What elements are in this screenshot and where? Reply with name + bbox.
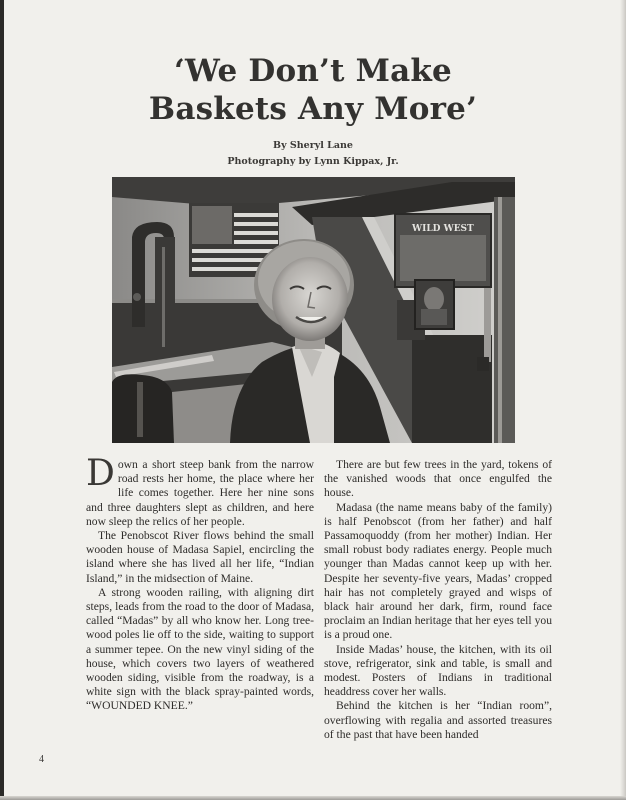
article-title <box>0 52 626 128</box>
drop-cap: D <box>86 453 115 494</box>
article-photo <box>112 177 515 443</box>
photographer-credit: Photography by Lynn Kippax, Jr. <box>227 156 399 167</box>
scan-bottom-edge <box>0 796 626 800</box>
title-line-2: Baskets Any More’ <box>148 91 478 127</box>
svg-text:WILD WEST: WILD WEST <box>412 224 474 234</box>
paragraph: Down a short steep bank from the narrow road rests her home, the place where her life comes together. Here her nine sons and three daughters slept as children, and here now sleep the relics of her people. <box>86 453 314 528</box>
paragraph: Madasa (the name means baby of the family) is half Penobscot (from her father) and half Passamoquoddy (from her mother) Indian. Her small robust body radiates energy. People much younger than Madas cannot keep up with her. Despite her seventy-five years, Madas’ cropped hair has not completely grayed and wisps of black hair around her dark, firm, round face proclaim an Indian heritage that her eyes tell you is a proud one. <box>324 500 552 642</box>
paragraph: There are but few trees in the yard, tokens of the vanished woods that once engulfed the house. <box>324 458 552 500</box>
page-number: 4 <box>39 754 44 765</box>
title-line-1: ‘We Don’t Make <box>173 53 452 89</box>
article-column-left <box>86 453 314 714</box>
author-byline: By Sheryl Lane <box>273 140 353 151</box>
article-column-right <box>324 458 552 742</box>
paragraph: Inside Madas’ house, the kitchen, with its oil stove, refrigerator, sink and table, is small and modest. Posters of Indians in traditional headdress cover her walls. <box>324 642 552 699</box>
paragraph: Behind the kitchen is her “Indian room”, overflowing with regalia and assorted treasures of the past that have been handed <box>324 699 552 741</box>
paragraph: A strong wooden railing, with aligning dirt steps, leads from the road to the door of Madasa, called “Madas” by all who know her. Long tree-wood poles lie off to the side, waiting to support a summer tepee. On the new vinyl siding of the house, which covers two layers of weathered wooden siding, visible from the roadway, is a white sign with the black spray-painted words, “WOUNDED KNEE.” <box>86 585 314 713</box>
paragraph: The Penobscot River flows behind the small wooden house of Madasa Sapiel, encircling the island where she has lived all her life, “Indian Island,” in the midsection of Maine. <box>86 529 314 585</box>
